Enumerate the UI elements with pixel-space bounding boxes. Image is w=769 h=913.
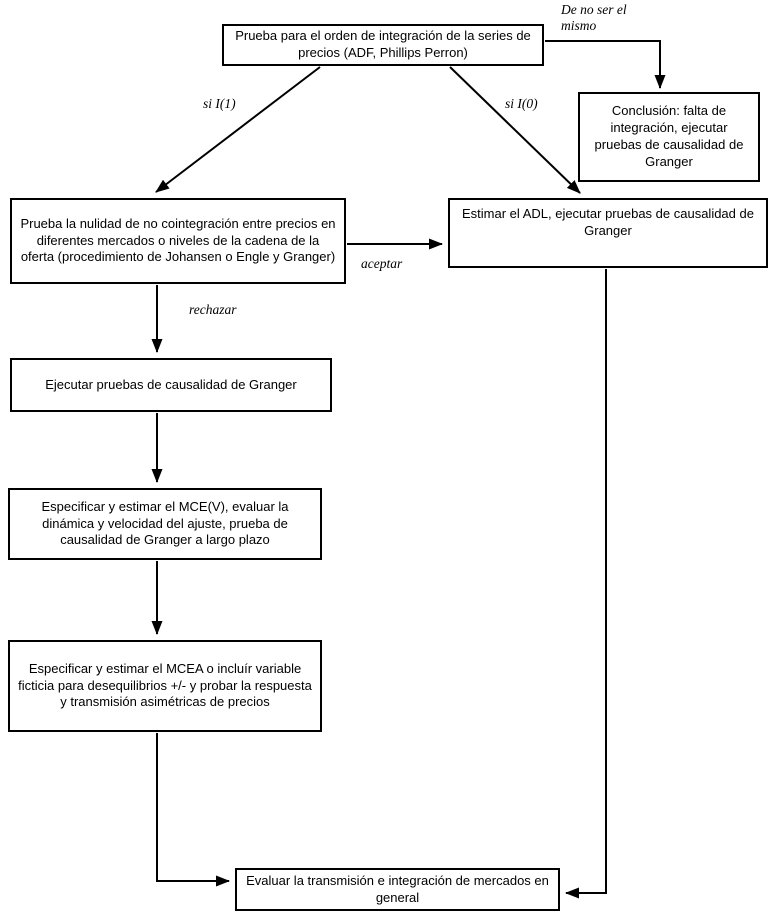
box-cointegration-test [10,198,346,284]
box-granger [10,358,332,412]
box-final-label: Evaluar la transmisión e integración de mercados en general [246,872,549,905]
box-mcev-label: Especificar y estimar el MCE(V), evaluar la dinámica y velocidad del ajuste, prueba de causalidad de Granger a largo plazo [41,498,289,548]
arrow-mcea-to-final [157,733,229,881]
box-mcea-label: Especificar y estimar el MCEA o incluír variable ficticia para desequilibrios +/- y probar la respuesta y transmisión asimétricas de precios [18,660,312,710]
box-integration-test [222,24,544,66]
box-final [235,868,560,911]
arrow-adl-to-final [566,269,606,893]
box-mcev [8,488,322,560]
edge-label-rechazar: rechazar [189,302,237,317]
edge-label-not-same-order: De no ser el mismo [561,2,627,34]
box-adl-label: Estimar el ADL, ejecutar pruebas de causalidad de Granger [462,206,754,238]
box-conclusion [578,92,760,182]
box-adl [448,198,768,268]
edge-label-si-i1: si I(1) [203,96,236,111]
box-mcea [8,640,322,732]
edge-label-aceptar: aceptar [361,256,403,271]
box-conclusion-label: Conclusión: falta de integración, ejecutar pruebas de causalidad de Granger [594,103,744,169]
box-cointegration-test-label: Prueba la nulidad de no cointegración entre precios en diferentes mercados o niveles de la cadena de la oferta (procedimiento de Johansen o Engle y Granger) [20,215,336,265]
box-integration-test-label: Prueba para el orden de integración de la series de precios (ADF, Phillips Perron) [235,28,531,60]
edge-label-si-i0: si I(0) [505,96,538,111]
arrow-not-same-order [545,41,660,88]
box-granger-label: Ejecutar pruebas de causalidad de Granger [45,376,297,392]
arrow-si-i0 [450,67,580,193]
arrow-si-i1 [156,67,320,192]
